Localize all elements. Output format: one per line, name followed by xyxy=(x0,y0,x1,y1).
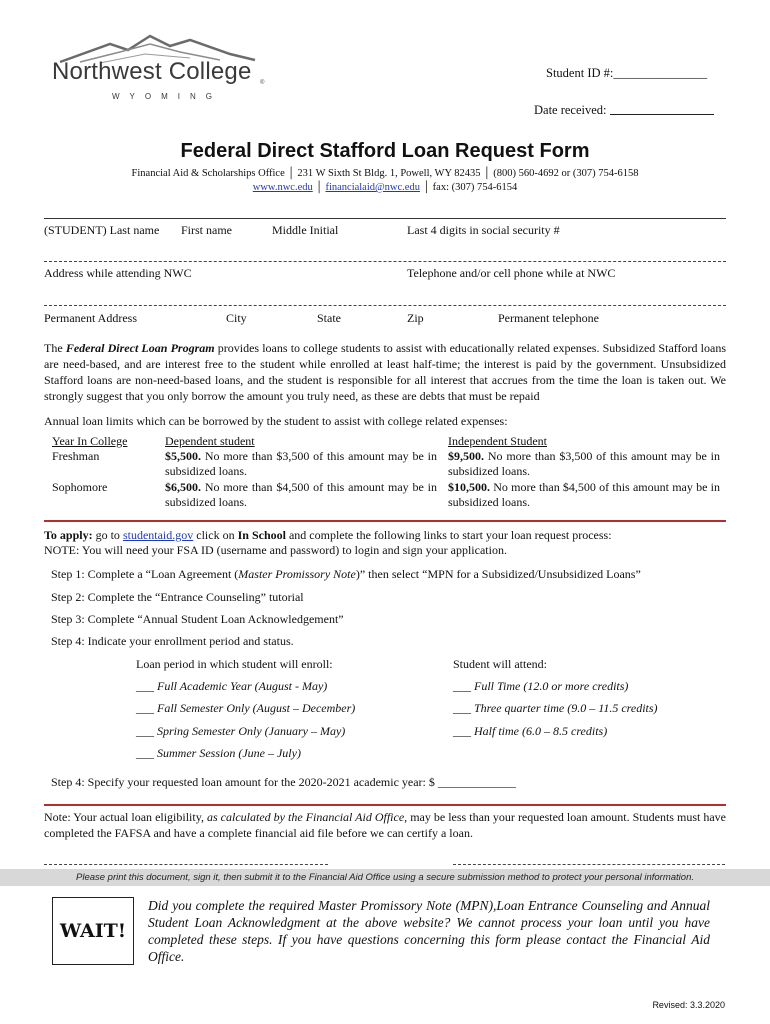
permanent-address-label: Permanent Address xyxy=(44,311,137,325)
step-1: Step 1: Complete a “Loan Agreement (Master Promissory Note)” then select “MPN for a Subsidized/Unsubsidized Loans” xyxy=(51,567,641,581)
office-contact xyxy=(0,182,770,193)
email-link[interactable]: financialaid@nwc.edu xyxy=(325,182,420,193)
row-independent: $10,500. No more than $4,500 of this amount may be in subsidized loans. xyxy=(448,480,720,509)
date-received-field[interactable] xyxy=(534,103,714,118)
attend-label: Student will attend: xyxy=(453,657,547,671)
row-independent: $9,500. No more than $3,500 of this amount may be in subsidized loans. xyxy=(448,449,720,478)
address-nwc-label: Address while attending NWC xyxy=(44,266,192,280)
period-option[interactable]: ___ Summer Session (June – July) xyxy=(136,746,301,760)
middle-initial-label: Middle Initial xyxy=(272,223,339,237)
fax-text: │ fax: (307) 754-6154 xyxy=(422,182,518,193)
row-dependent: $6,500. No more than $4,500 of this amount may be in subsidized loans. xyxy=(165,480,437,509)
limits-intro: Annual loan limits which can be borrowed by the student to assist with college related expenses: xyxy=(44,414,508,428)
permanent-address-input-line[interactable] xyxy=(44,305,726,306)
step-3: Step 3: Complete “Annual Student Loan Acknowledgement” xyxy=(51,612,344,626)
date-received-label: Date received: xyxy=(534,103,610,117)
date-line[interactable] xyxy=(453,864,725,865)
program-description: The Federal Direct Loan Program provides loans to college students to assist with educationally related expenses. Subsidized Stafford loans are need-based, and are interest free to the student while enrolled at least half-time; the interest is paid by the government. Unsubsidized Stafford loans are non-need-based loans, and the student is responsible for all interest that accrues from the time the loan is taken out. We strongly suggest that you only borrow the amount you truly need, as these are debts that must be repaid xyxy=(44,341,727,403)
last-name-label: (STUDENT) Last name xyxy=(44,223,160,237)
ssn-label: Last 4 digits in social security # xyxy=(407,223,560,237)
col-dependent-header: Dependent student xyxy=(165,434,255,448)
state-label: State xyxy=(317,311,341,325)
row-year: Sophomore xyxy=(52,480,108,494)
divider xyxy=(44,520,726,522)
wait-label: WAIT! xyxy=(59,920,127,942)
college-state-logo: WYOMING xyxy=(112,92,222,101)
program-name: Federal Direct Loan Program xyxy=(65,341,215,355)
col-year-header: Year In College xyxy=(52,434,128,448)
row-year: Freshman xyxy=(52,449,100,463)
submission-notice: Please print this document, sign it, then submit it to the Financial Aid Office using a secure submission method to protect your personal information. xyxy=(0,869,770,886)
step-2: Step 2: Complete the “Entrance Counseling” tutorial xyxy=(51,590,304,604)
attendance-option[interactable]: ___ Three quarter time (9.0 – 11.5 credits) xyxy=(453,701,658,715)
step-4: Step 4: Indicate your enrollment period and status. xyxy=(51,634,294,648)
city-label: City xyxy=(226,311,247,325)
website-link[interactable]: www.nwc.edu xyxy=(252,182,313,193)
wait-message: Did you complete the required Master Promissory Note (MPN),Loan Entrance Counseling and Annual Student Loan Acknowledgment at the above website? We cannot process your loan until you have completed these steps. If you have questions concerning this form please contact the Financial Aid Office. xyxy=(148,898,710,964)
first-name-label: First name xyxy=(181,223,232,237)
college-name-logo: Northwest College xyxy=(52,58,252,85)
period-option[interactable]: ___ Fall Semester Only (August – December) xyxy=(136,701,356,715)
attendance-option[interactable]: ___ Half time (6.0 – 8.5 credits) xyxy=(453,724,608,738)
col-independent-header: Independent Student xyxy=(448,434,547,448)
period-option[interactable]: ___ Spring Semester Only (January – May) xyxy=(136,724,346,738)
loan-period-label: Loan period in which student will enroll: xyxy=(136,657,333,671)
separator: │ xyxy=(315,182,323,193)
row-dependent: $5,500. No more than $3,500 of this amount may be in subsidized loans. xyxy=(165,449,437,478)
apply-instructions: To apply: go to studentaid.gov click on In School and complete the following links to start your loan request process: xyxy=(44,528,612,542)
address-input-line[interactable] xyxy=(44,261,726,262)
date-received-line xyxy=(610,114,714,115)
page-title: Federal Direct Stafford Loan Request Form xyxy=(180,140,590,162)
divider xyxy=(44,804,726,806)
permanent-phone-label: Permanent telephone xyxy=(498,311,599,325)
zip-label: Zip xyxy=(407,311,424,325)
registered-mark: ® xyxy=(260,80,265,86)
wait-badge xyxy=(52,897,134,965)
step-4-amount[interactable]: Step 4: Specify your requested loan amount for the 2020-2021 academic year: $ _____________ xyxy=(51,775,516,789)
eligibility-note: Note: Your actual loan eligibility, as calculated by the Financial Aid Office, may be less than your requested loan amount. Students must have completed the FAFSA and have a complete financial aid file before we can certify a loan. xyxy=(44,810,727,840)
signature-line[interactable] xyxy=(44,864,328,865)
revision-date: Revised: 3.3.2020 xyxy=(652,1000,725,1010)
office-address: Financial Aid & Scholarships Office │ 231 W Sixth St Bldg. 1, Powell, WY 82435 │ (800) 560-4692 or (307) 754-6158 xyxy=(131,168,639,179)
student-id-field[interactable]: Student ID #:_______________ xyxy=(546,66,708,80)
name-input-line[interactable] xyxy=(44,218,726,219)
studentaid-link[interactable]: studentaid.gov xyxy=(122,528,194,542)
fsa-note: NOTE: You will need your FSA ID (username and password) to login and sign your application. xyxy=(44,543,507,557)
period-option[interactable]: ___ Full Academic Year (August - May) xyxy=(136,679,328,693)
phone-nwc-label: Telephone and/or cell phone while at NWC xyxy=(407,266,616,280)
attendance-option[interactable]: ___ Full Time (12.0 or more credits) xyxy=(453,679,629,693)
